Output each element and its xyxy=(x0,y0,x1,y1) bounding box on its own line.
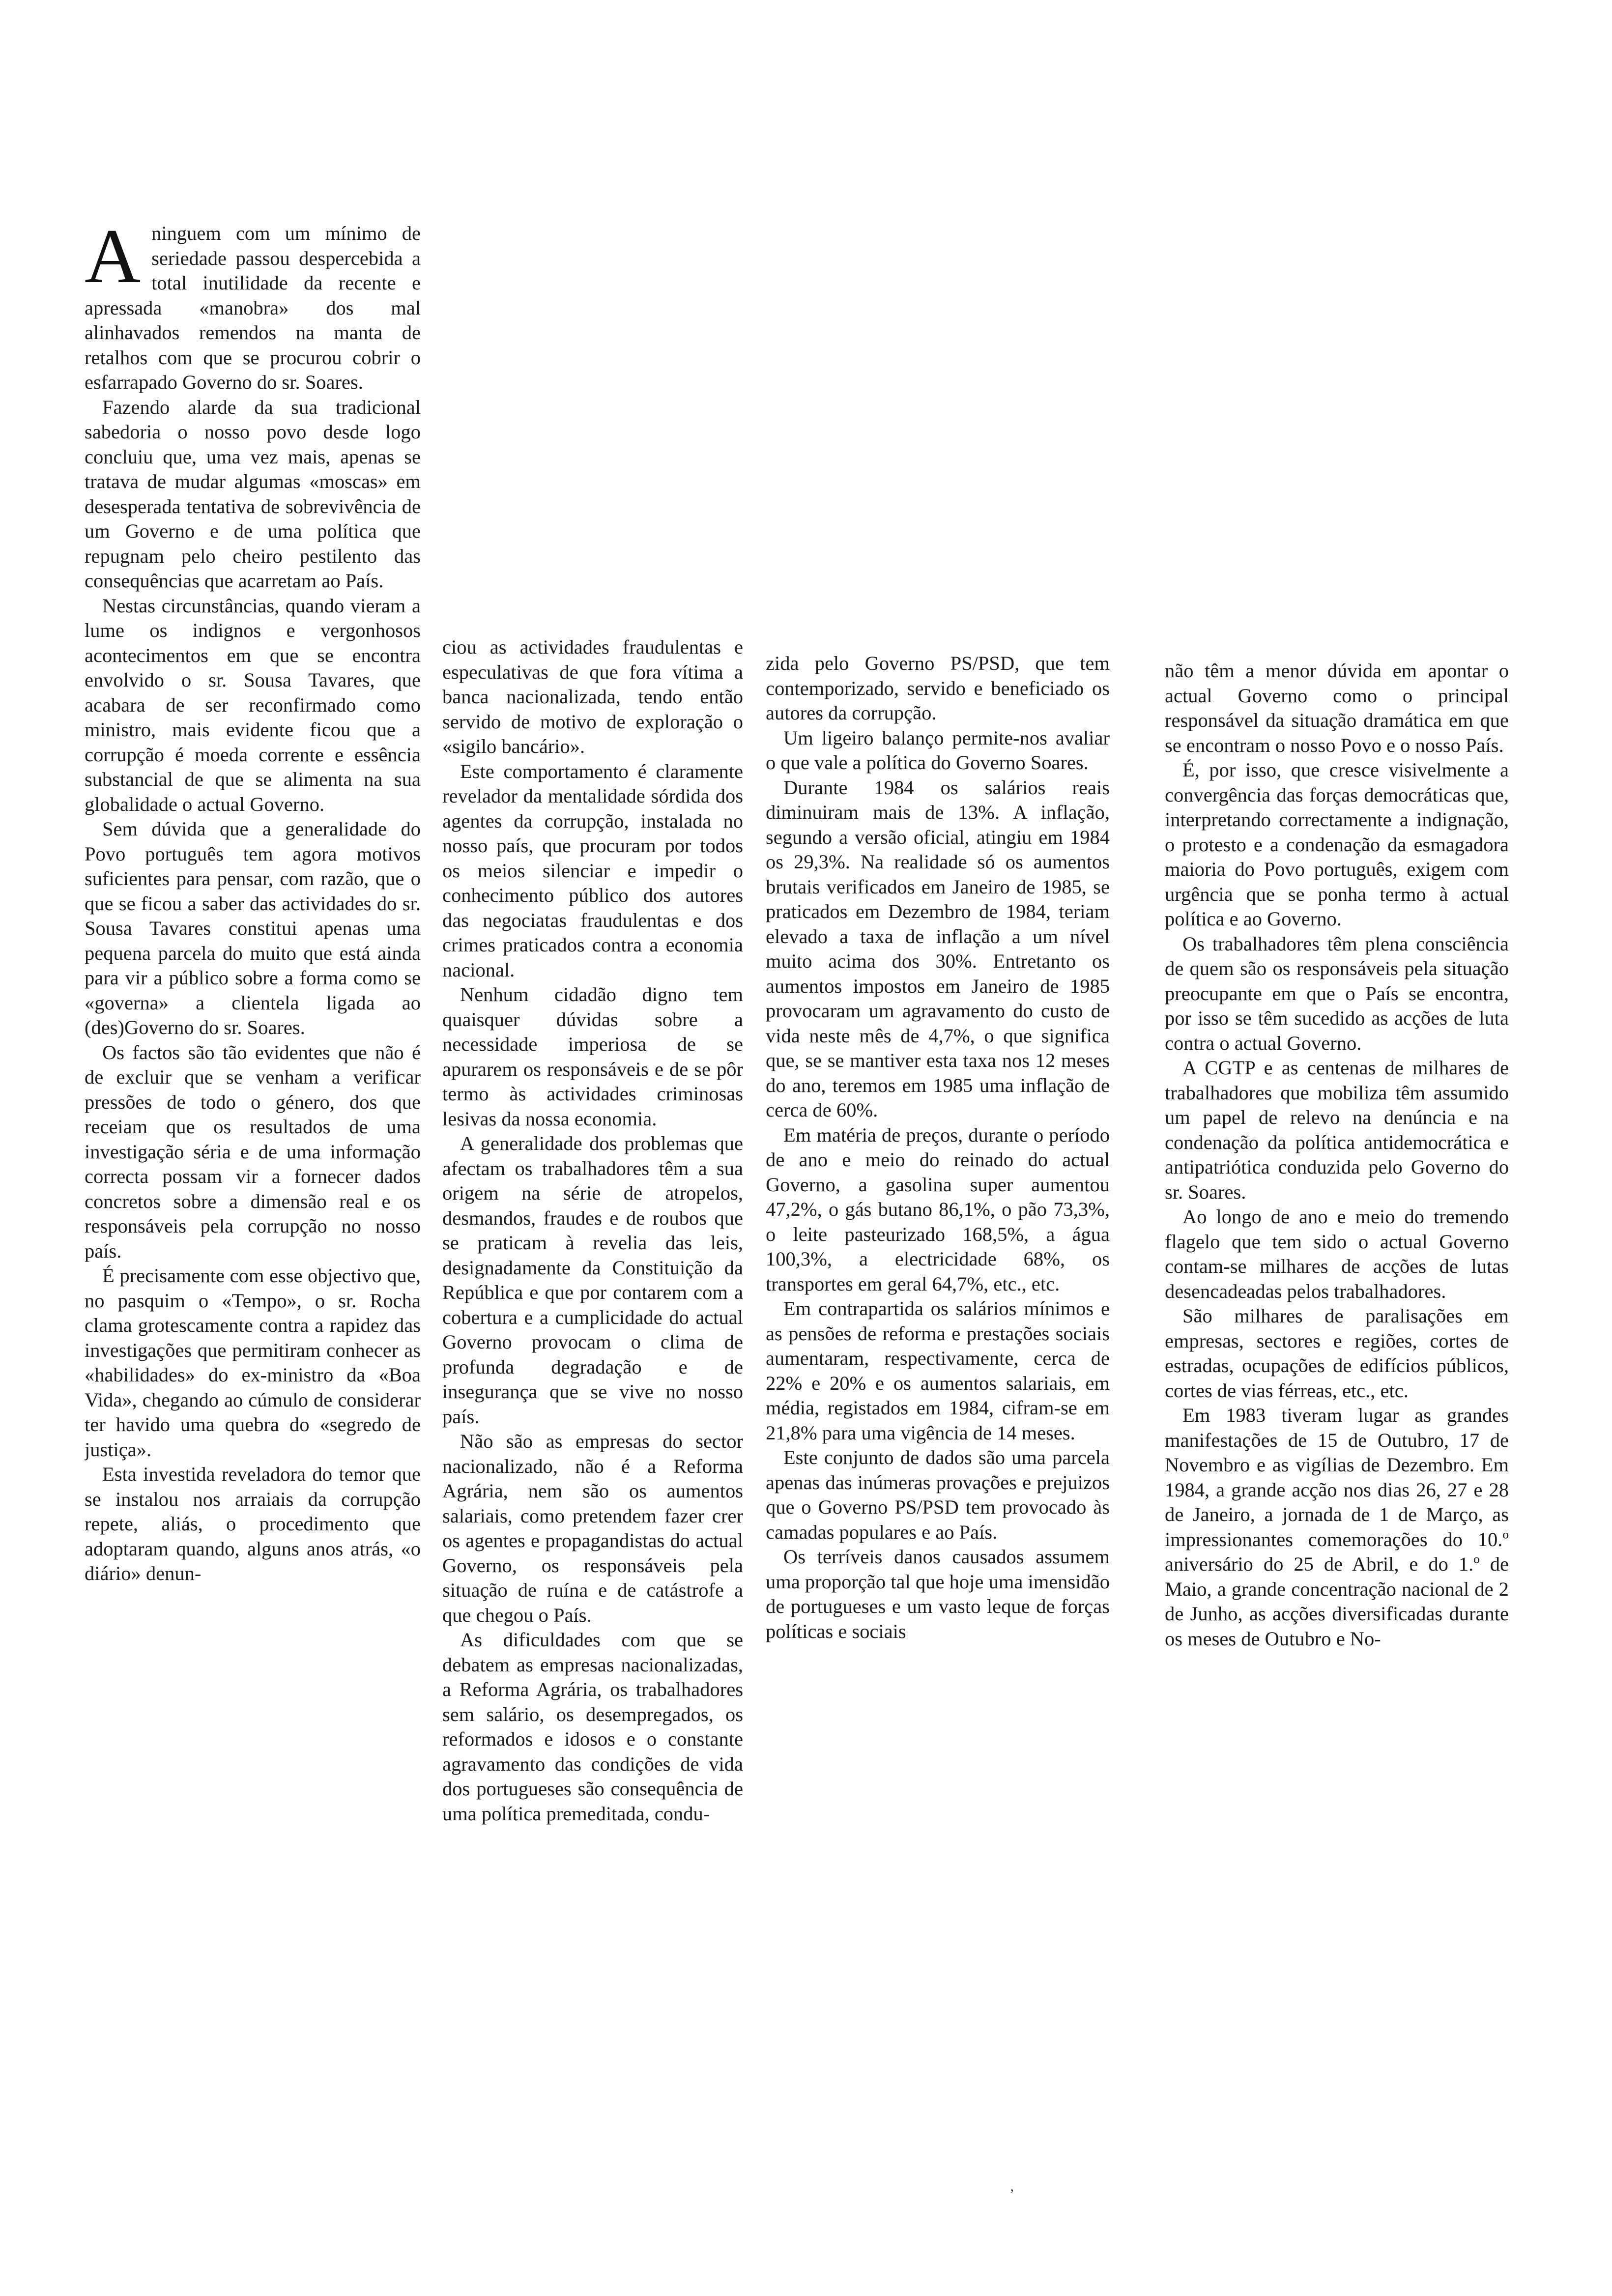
paragraph-2-6: As dificuldades com que se debatem as empresas nacionalizadas, a Reforma Agrária, os trabalhadores sem salário, os desempregados, os reformados e idosos e o constante agravamento das condições de vida dos portugueses são consequência de uma política premeditada, condu- xyxy=(442,1629,743,1825)
paragraph-2-3: Nenhum cidadão digno tem quaisquer dúvidas sobre a necessidade imperiosa de se apurarem os responsáveis e de se pôr termo às actividades criminosas lesivas da nossa economia. xyxy=(442,983,743,1130)
column-2 xyxy=(442,635,743,2168)
paragraph-4-5: Ao longo de ano e meio do tremendo flagelo que tem sido o actual Governo contam-se milhares de acções de lutas desencadeadas pelos trabalhadores. xyxy=(1165,1205,1509,1302)
paragraph-3-4: Em matéria de preços, durante o período de ano e meio do reinado do actual Governo, a gasolina super aumentou 47,2%, o gás butano 86,1%, o pão 73,3%, o leite pasteurizado 168,5%, a água 100,3%, a electricidade 68%, os transportes em geral 64,7%, etc., etc. xyxy=(766,1123,1110,1295)
paragraph-2-5: Não são as empresas do sector nacionalizado, não é a Reforma Agrária, nem são os aumentos salariais, como pretendem fazer crer os agentes e propagandistas do actual Governo, os responsáveis pela situação de ruína e de catástrofe a que chegou o País. xyxy=(442,1430,743,1626)
column-1 xyxy=(85,221,421,2152)
paragraph-3-7: Os terríveis danos causados assumem uma proporção tal que hoje uma imensidão de portugueses e um vasto leque de forças políticas e sociais xyxy=(766,1546,1110,1642)
paragraph-4-3: Os trabalhadores têm plena consciência de quem são os responsáveis pela situação preocupante em que o País se encontra, por isso se têm sucedido as acções de luta contra o actual Governo. xyxy=(1165,932,1509,1054)
paragraph-4-2: É, por isso, que cresce visivelmente a convergência das forças democráticas que, interpretando correctamente a indignação, o protesto e a condenação da esmagadora maioria do Povo português, exigem com urgência que se ponha termo à actual política e ao Governo. xyxy=(1165,759,1509,930)
column-3 xyxy=(766,651,1110,2162)
paragraph-1-2: Fazendo alarde da sua tradicional sabedoria o nosso povo desde logo concluiu que, uma vez mais, apenas se tratava de mudar algumas «moscas» em desesperada tentativa de sobrevivência de um Governo e de uma política que repugnam pelo cheiro pestilento das consequências que acarretam ao País. xyxy=(85,396,421,592)
column-4 xyxy=(1165,659,1509,2160)
paragraph-1-6: É precisamente com esse objectivo que, no pasquim o «Tempo», o sr. Rocha clama grotescamente contra a rapidez das investigações que permitiram conhecer as «habilidades» do ex-ministro da «Boa Vida», chegando ao cúmulo de considerar ter havido uma quebra do «segredo de justiça». xyxy=(85,1264,421,1461)
paragraph-3-6: Este conjunto de dados são uma parcela apenas das inúmeras provações e prejuizos que o Governo PS/PSD tem provocado às camadas populares e ao País. xyxy=(766,1446,1110,1543)
paragraph-4-4: A CGTP e as centenas de milhares de trabalhadores que mobiliza têm assumido um papel de relevo na denúncia e na condenação da política antidemocrática e antipatriótica conduzida pelo Governo do sr. Soares. xyxy=(1165,1057,1509,1203)
paragraph-2-4: A generalidade dos problemas que afectam os trabalhadores têm a sua origem na série de atropelos, desmandos, fraudes e de roubos que se praticam à revelia das leis, designadamente da Constituição da República e que por contarem com a cobertura e a cumplicidade do actual Governo provocam o clima de profunda degradação e de insegurança que se vive no nosso país. xyxy=(442,1132,743,1428)
paragraph-3-2: Um ligeiro balanço permite-nos avaliar o que vale a política do Governo Soares. xyxy=(766,726,1110,774)
paragraph-1-4: Sem dúvida que a generalidade do Povo português tem agora motivos suficientes para pensar, com razão, que o que se ficou a saber das actividades do sr. Sousa Tavares constitui apenas uma pequena parcela do muito que está ainda para vir a público sobre a forma como se «governa» a clientela ligada ao (des)Governo do sr. Soares. xyxy=(85,818,421,1038)
paragraph-text: ninguem com um mínimo de seriedade passou despercebida a total inutilidade da recente e apressada «manobra» dos mal alinhavados remendos na manta de retalhos com que se procurou cobrir o esfarrapado Governo do sr. Soares. xyxy=(85,222,421,393)
paragraph-2-1: ciou as actividades fraudulentas e especulativas de que fora vítima a banca nacionalizada, tendo então servido de motivo de exploração o «sigilo bancário». xyxy=(442,636,743,757)
paragraph-1-5: Os factos são tão evidentes que não é de excluir que se venham a verificar pressões de todo o género, dos que receiam que os resultados de uma investigação séria e de uma informação correcta possam vir a fornecer dados concretos sobre a dimensão real e os responsáveis pela corrupção no nosso país. xyxy=(85,1041,421,1262)
paragraph-1-1 xyxy=(85,221,421,395)
paragraph-1-3: Nestas circunstâncias, quando vieram a lume os indignos e vergonhosos acontecimentos em que se encontra envolvido o sr. Sousa Tavares, que acabara de ser reconfirmado como ministro, mais evidente ficou que a corrupção é moeda corrente e essência substancial de que se alimenta na sua globalidade o actual Governo. xyxy=(85,594,421,815)
paragraph-4-7: Em 1983 tiveram lugar as grandes manifestações de 15 de Outubro, 17 de Novembro e as vigílias de Dezembro. Em 1984, a grande acção nos dias 26, 27 e 28 de Janeiro, a jornada de 1 de Março, as impressionantes comemorações do 10.º aniversário do 25 de Abril, e do 1.º de Maio, a grande concentração nacional de 2 de Junho, as acções diversificadas durante os meses de Outubro e No- xyxy=(1165,1404,1509,1650)
paragraph-4-6: São milhares de paralisações em empresas, sectores e regiões, cortes de estradas, ocupações de edifícios públicos, cortes de vias férreas, etc., etc. xyxy=(1165,1305,1509,1402)
paragraph-4-1: não têm a menor dúvida em apontar o actual Governo como o principal responsável da situação dramática em que se encontram o nosso Povo e o nosso País. xyxy=(1165,660,1509,756)
paragraph-3-3: Durante 1984 os salários reais diminuiram mais de 13%. A inflação, segundo a versão oficial, atingiu em 1984 os 29,3%. Na realidade só os aumentos brutais verificados em Janeiro de 1985, se praticados em Dezembro de 1984, teriam elevado a taxa de inflação a um nível muito acima dos 30%. Entretanto os aumentos impostos em Janeiro de 1985 provocaram um agravamento do custo de vida neste mês de 4,7%, o que significa que, se se mantiver esta taxa nos 12 meses do ano, teremos em 1985 uma inflação de cerca de 60%. xyxy=(766,776,1110,1121)
stray-print-mark: ‚ xyxy=(1009,2178,1014,2194)
paragraph-3-5: Em contrapartida os salários mínimos e as pensões de reforma e prestações sociais aumentaram, respectivamente, cerca de 22% e 20% e os aumentos salariais, em média, registados em 1984, cifram-se em 21,8% para uma vigência de 14 meses. xyxy=(766,1297,1110,1444)
paragraph-2-2: Este comportamento é claramente revelador da mentalidade sórdida dos agentes da corrupção, instalada no nosso país, que procuram por todos os meios silenciar e impedir o conhecimento público dos autores das negociatas fraudulentas e dos crimes praticados contra a economia nacional. xyxy=(442,760,743,981)
paragraph-3-1: zida pelo Governo PS/PSD, que tem contemporizado, servido e beneficiado os autores da corrupção. xyxy=(766,652,1110,724)
paragraph-1-7: Esta investida reveladora do temor que se instalou nos arraiais da corrupção repete, aliás, o procedimento que adoptaram quando, alguns anos atrás, «o diário» denun- xyxy=(85,1463,421,1584)
drop-cap: A xyxy=(85,221,141,299)
